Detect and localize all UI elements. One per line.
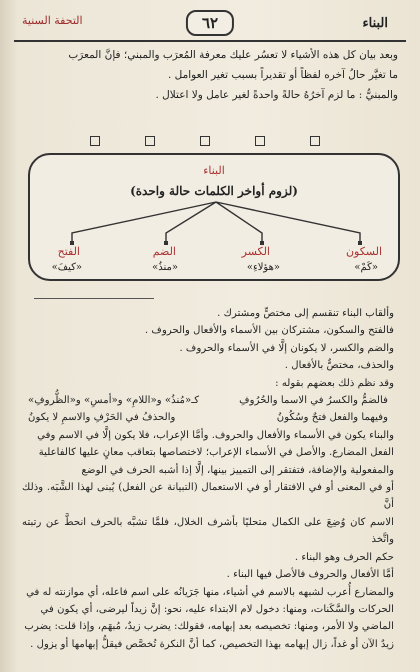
connector-kasra <box>216 202 262 241</box>
note-line: والمفعولية والإضافة، فتفتقر إلى التمييز بينها، إلَّا إذا أشبه الحرف في الوضع <box>81 464 394 476</box>
book-title: التحفة السنية <box>22 14 83 27</box>
paragraph: والمبنيُّ : ما لزم آخرُهُ حالةً واحدةً لغير عامل ولا اعتلال . <box>155 89 398 101</box>
poem-hemistich: والحذفُ في الحَرْفِ والاسمِ لا يكونُ <box>28 412 176 424</box>
note-line: الفعل المضارع. والأصل في الأسماء الإعراب؛ لاختصاصها بتعاقب معانٍ عليها كالفاعلية <box>38 447 394 459</box>
separator-square <box>200 136 210 146</box>
poem-verse <box>28 392 388 409</box>
diagram-connectors <box>30 155 402 279</box>
paragraph: وبعد بيان كل هذه الأشياء لا تعسُر عليك معرفة المُعرَب والمبني؛ فإنَّ المعرَب <box>68 49 398 61</box>
bina-diagram <box>28 153 400 281</box>
header-divider <box>14 40 406 42</box>
note-line: والبناء يكون في الأسماء والأفعال والحروف. وأمَّا الإعراب، فلا يكون إلَّا في الاسم وفي <box>37 429 394 441</box>
diagram-subtitle: (لزوم أواخر الكلمات حالة واحدة) <box>130 184 298 198</box>
separator-square <box>310 136 320 146</box>
leaf-fatha-example: «كيفَ» <box>51 262 82 273</box>
note-line: والضم والكسر، لا يكونان إلَّا في الأسماء والحروف . <box>179 342 394 354</box>
note-line: والحذف، مختصٌّ بالأفعال . <box>284 360 394 372</box>
leaf-sukun-example: «كَمْ» <box>354 262 378 273</box>
note-line: زيدٌ الآن أو غداً، زال إبهامه بهذا التخصيص، كما أنَّ النكرة تُخصَّص فيقلُّ إبهامها أو يزول . <box>30 638 394 650</box>
note-line: وقد نظم ذلك بعضهم بقوله : <box>275 377 394 389</box>
footnote-divider <box>34 298 154 299</box>
diagram-title: البناء <box>203 164 225 177</box>
chapter-title: البناء <box>362 16 388 31</box>
connector-fatha <box>72 202 216 241</box>
page-number: ٦٢ <box>186 10 234 36</box>
note-line: الماضي ولا الأمر، ومنها: تخصيصه بعد إبهامه، فقولك: يضرب زيدٌ، مُبهَم، وإذا قلت: يضرب <box>24 621 394 633</box>
poem-hemistich: كـ«مُنذُ» و«اللامِ» و«أمسِ» و«الظُّروفِ» <box>28 395 200 407</box>
note-line: وألقاب البناء تنقسم إلى مختصٍّ ومشترك . <box>217 308 394 319</box>
footnotes <box>22 305 394 653</box>
note-line: أو في المعنى أو في الافتقار أو في الاستعمال (التبيانة عن الفعل) يُبنى لهذا الشَّبَه. وذلك أنَّ <box>22 482 394 511</box>
section-separator <box>90 136 320 146</box>
note-line: الحركات والسَّكَنات، ومنها: دخول لام الابتداء عليه، نحو: إنَّ زيداً ليرضى، أي يكون في <box>40 603 394 615</box>
separator-square <box>255 136 265 146</box>
note-line: الاسم كان وُضِعَ على الكمال متحليًا بأشرف الخلال، فلمَّا تشبَّه بالحرف انحطَّ عن رتبته واتَّخذ <box>22 516 394 546</box>
paragraph: ما تغيَّر حالُ آخره لفظاً أو تقديراً بسبب تغير العوامل . <box>167 69 398 81</box>
poem-verse <box>28 409 388 426</box>
note-line: والمضارع أُعرب لشبهه بالاسم في أشياء، منها جَرَيانُه على اسم فاعله، أي موازنته له في <box>26 586 394 598</box>
page-header <box>14 10 406 40</box>
note-line: فالفتح والسكون، مشتركان بين الأسماء والأفعال والحروف . <box>144 325 394 337</box>
leaf-sukun-title: السكون <box>345 245 382 258</box>
connector-sukun <box>216 202 360 241</box>
separator-square <box>90 136 100 146</box>
leaf-damma-title: الضم <box>152 245 176 258</box>
poem-hemistich: فالضمُّ والكسرُ في الاسما والحُرُوفِ <box>239 395 388 407</box>
note-line: أمَّا الأفعال والحروف فالأصل فيها البناء . <box>226 569 394 581</box>
main-text <box>34 46 398 106</box>
leaf-damma-example: «منذُ» <box>152 262 178 273</box>
leaf-fatha-title: الفتح <box>57 245 80 258</box>
leaf-kasra-example: «هؤلاءِ» <box>246 262 280 273</box>
separator-square <box>145 136 155 146</box>
poem-hemistich: وفيهما والفعل فتحٌ وسُكُونُ <box>276 412 388 424</box>
leaf-kasra-title: الكسر <box>241 245 270 258</box>
note-line: حكم الحرف وهو البناء . <box>294 551 394 563</box>
